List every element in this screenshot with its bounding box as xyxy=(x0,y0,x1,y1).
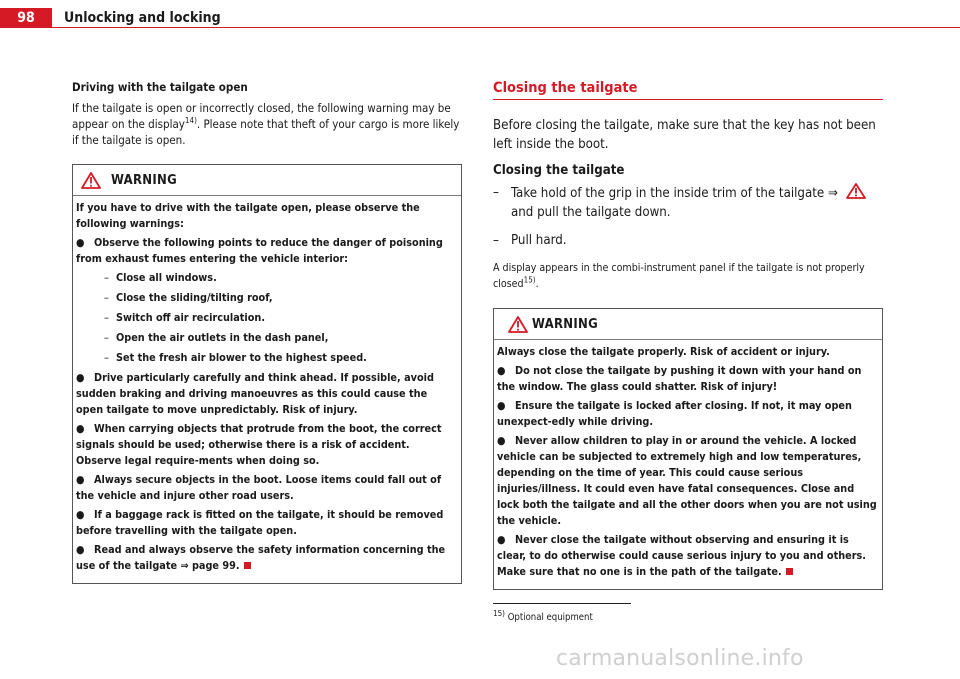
left-subheading: Driving with the tailgate open xyxy=(72,80,248,94)
page-title: Unlocking and locking xyxy=(64,10,221,26)
warning-bullet xyxy=(497,532,878,580)
dash-item: – Close all windows. xyxy=(104,271,217,284)
dash-text: Open the air outlets in the dash panel, xyxy=(116,331,329,344)
dash-text: Close all windows. xyxy=(116,271,217,284)
bullet-icon: ● xyxy=(76,371,85,384)
warning-triangle-icon xyxy=(508,316,528,333)
bullet-icon: ● xyxy=(76,473,85,486)
end-marker-icon xyxy=(244,562,251,569)
section-rule xyxy=(493,99,883,100)
page-header xyxy=(0,0,960,30)
warning-intro: If you have to drive with the tailgate open, please observe the following warnings: xyxy=(76,201,420,230)
bullet-icon: ● xyxy=(76,236,85,249)
warning-bullet xyxy=(76,370,457,418)
step-item: – Take hold of the grip in the inside trim of the tailgate ⇒ and pull the tailgate down. xyxy=(493,183,883,222)
bullet-icon: ● xyxy=(76,508,85,521)
step-text: Pull hard. xyxy=(511,233,567,248)
note-end: . xyxy=(535,278,539,290)
right-column xyxy=(493,80,883,590)
note-text: A display appears in the combi-instrument panel if the tailgate is not properly closed xyxy=(493,262,865,290)
footnote xyxy=(493,608,593,623)
warning-box-right xyxy=(493,308,883,590)
bullet-text: Ensure the tailgate is locked after closing. If not, it may open unexpect-edly while driving. xyxy=(497,399,852,428)
bullet-text: Never allow children to play in or around the vehicle. A locked vehicle can be subjected to extremely high and low temperatures, depending on the time of year. This could cause serious injuries/illness. It could even have fatal consequences. Close and lock both the tailgate and all the other doors when you are not using the vehicle. xyxy=(497,434,877,527)
bullet-icon: ● xyxy=(76,543,85,556)
footnote-rule xyxy=(493,603,631,604)
warning-triangle-icon xyxy=(81,172,101,189)
dash-text: Close the sliding/tilting roof, xyxy=(116,291,273,304)
footnote-text: Optional equipment xyxy=(507,612,593,623)
dash-item: – Close the sliding/tilting roof, xyxy=(104,291,273,304)
warning-bullet xyxy=(76,235,457,267)
bullet-icon: ● xyxy=(497,533,506,546)
warning-header xyxy=(494,309,882,340)
para-text: If the tailgate is open or incorrectly closed, the following warning may be appear on the display xyxy=(72,101,451,131)
footnote-marker: 15) xyxy=(493,608,505,618)
para-text-end: . Please note that theft of your cargo is more likely if the tailgate is open. xyxy=(72,117,460,147)
dash-item: – Set the fresh air blower to the highest speed. xyxy=(104,351,367,364)
warning-body xyxy=(73,196,461,583)
warning-bullet xyxy=(76,507,457,539)
dash-item: – Switch off air recirculation. xyxy=(104,311,266,324)
step-text-end: and pull the tailgate down. xyxy=(511,205,671,220)
bullet-text: If a baggage rack is fitted on the tailgate, it should be removed before travelling with the tailgate open. xyxy=(76,508,444,537)
warning-bullet xyxy=(497,398,878,430)
display-note xyxy=(493,260,883,292)
footnote-ref: 15) xyxy=(523,275,536,285)
bullet-text: Always secure objects in the boot. Loose items could fall out of the vehicle and injure other road users. xyxy=(76,473,442,502)
warning-box-left xyxy=(72,164,462,584)
bullet-icon: ● xyxy=(76,422,85,435)
warning-bullet xyxy=(497,433,878,529)
section-heading: Closing the tailgate xyxy=(493,80,638,96)
warning-bullet[interactable] xyxy=(76,542,457,574)
warning-body xyxy=(494,340,882,589)
step-item: – Pull hard. xyxy=(493,233,567,248)
bullet-icon: ● xyxy=(497,399,506,412)
left-column xyxy=(72,80,462,584)
bullet-text: Do not close the tailgate by pushing it down with your hand on the window. The glass could shatter. Risk of injury! xyxy=(497,364,862,393)
bullet-text: Never close the tailgate without observing and ensuring it is clear, to do otherwise could cause serious injury to you and others. Make sure that no one is in the path of the tailgate. xyxy=(497,533,866,578)
end-marker-icon xyxy=(786,568,793,575)
bullet-text: When carrying objects that protrude from the boot, the correct signals should be used; otherwise there is a risk of accident. Observe legal require-ments when doing so. xyxy=(76,422,442,467)
warning-bullet xyxy=(497,363,878,395)
dash-item: – Open the air outlets in the dash panel, xyxy=(104,331,329,344)
bullet-icon: ● xyxy=(497,434,506,447)
warning-intro: Always close the tailgate properly. Risk of accident or injury. xyxy=(497,345,830,358)
warning-triangle-icon[interactable] xyxy=(846,183,866,199)
dash-text: Set the fresh air blower to the highest speed. xyxy=(116,351,367,364)
bullet-text: Drive particularly carefully and think ahead. If possible, avoid sudden braking and driving manoeuvres as this could cause the open tailgate to move unpredictably. Risk of injury. xyxy=(76,371,434,416)
page-number: 98 xyxy=(0,8,52,28)
warning-header xyxy=(73,165,461,196)
step-text: Take hold of the grip in the inside trim of the tailgate ⇒ xyxy=(511,186,838,201)
left-paragraph xyxy=(72,100,462,148)
footnote-ref: 14) xyxy=(184,116,197,126)
bullet-text: Observe the following points to reduce the danger of poisoning from exhaust fumes entering the vehicle interior: xyxy=(76,236,443,265)
header-rule xyxy=(52,27,960,28)
dash-text: Switch off air recirculation. xyxy=(116,311,266,324)
right-subheading: Closing the tailgate xyxy=(493,163,625,178)
watermark: carmanualsonline.info xyxy=(556,646,804,671)
warning-bullet xyxy=(76,421,457,469)
warning-title: WARNING xyxy=(532,317,599,332)
warning-title: WARNING xyxy=(111,173,178,188)
right-intro: Before closing the tailgate, make sure that the key has not been left inside the boot. xyxy=(493,118,876,152)
warning-bullet xyxy=(76,472,457,504)
bullet-icon: ● xyxy=(497,364,506,377)
page-reference-link[interactable]: Read and always observe the safety information concerning the use of the tailgate ⇒ page 99. xyxy=(76,543,446,572)
